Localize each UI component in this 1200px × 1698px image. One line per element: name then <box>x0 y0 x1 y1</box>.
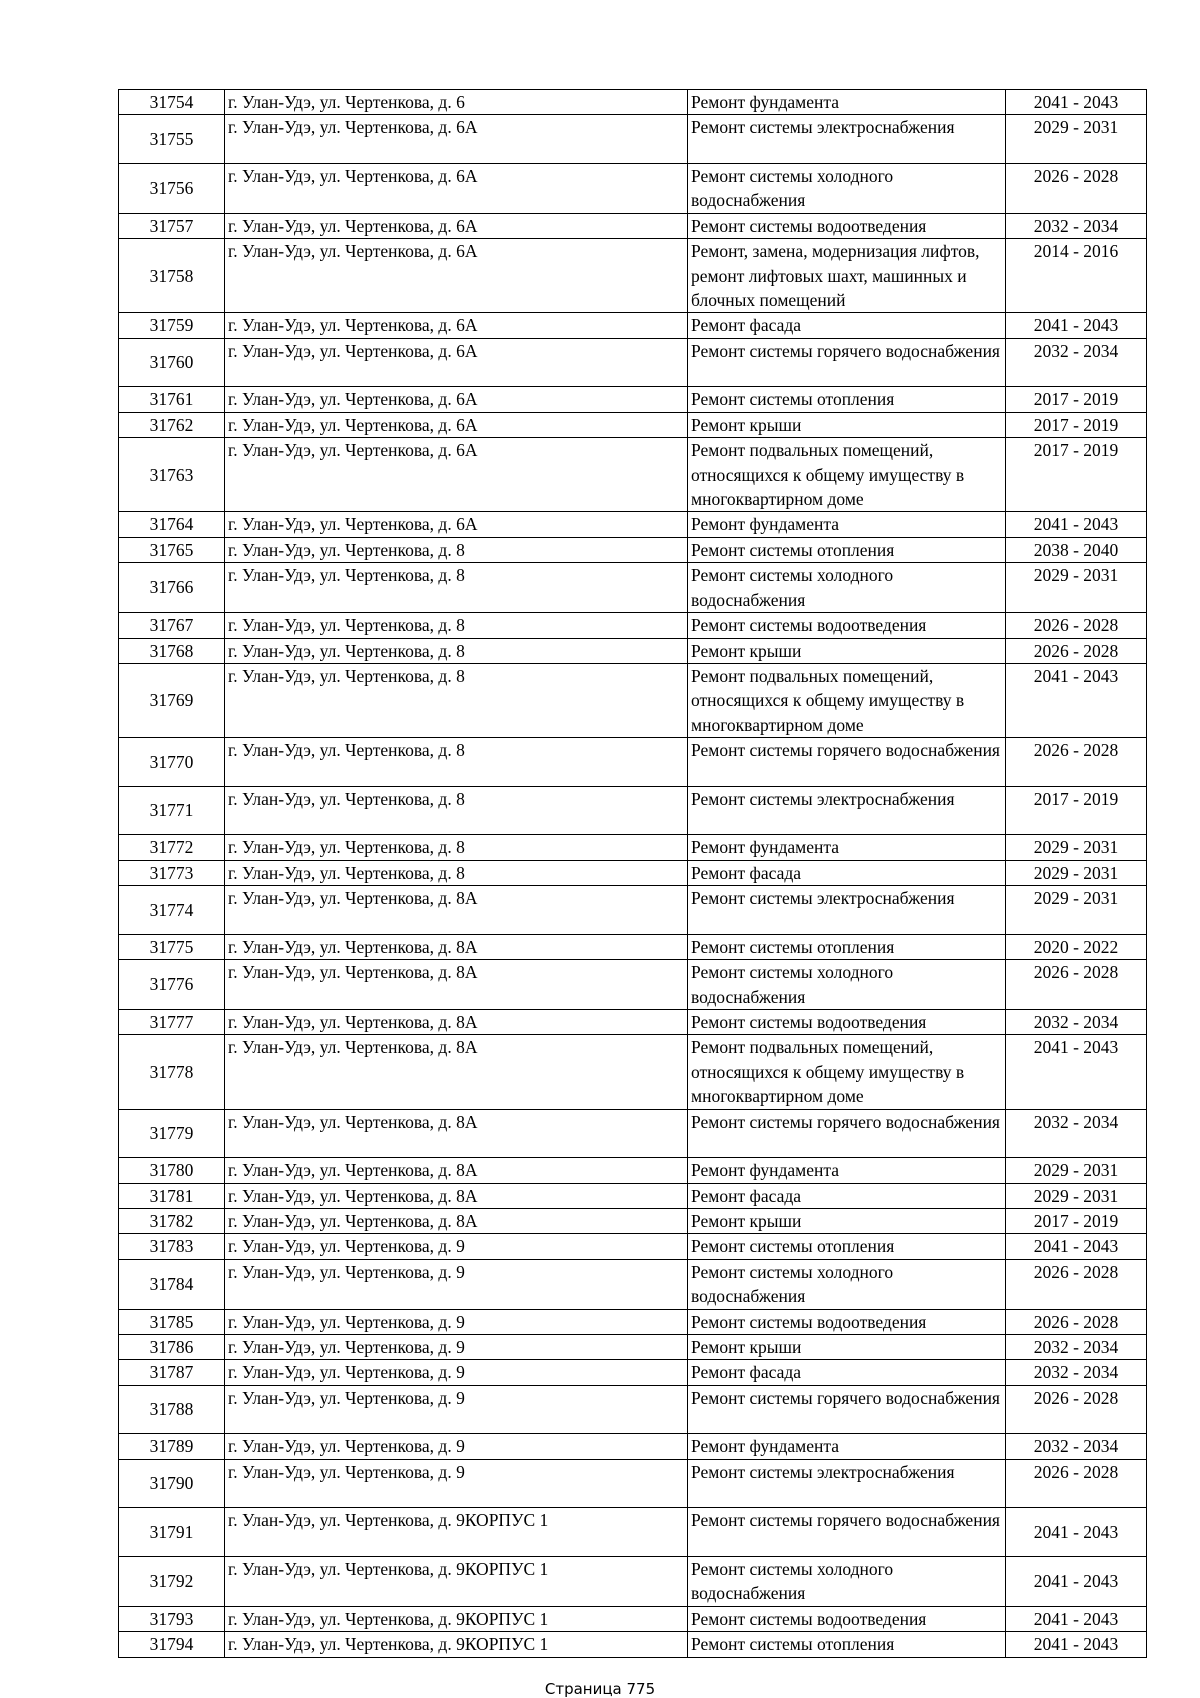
table-row <box>119 1606 1147 1631</box>
row-number-cell: 31793 <box>119 1606 225 1631</box>
work-type-cell: Ремонт системы холодного водоснабжения <box>688 1259 1006 1309</box>
table-row <box>119 387 1147 412</box>
years-cell: 2038 - 2040 <box>1006 537 1147 562</box>
work-type-cell: Ремонт крыши <box>688 1208 1006 1233</box>
work-type-cell: Ремонт системы отопления <box>688 1632 1006 1657</box>
years-cell: 2026 - 2028 <box>1006 638 1147 663</box>
row-number-cell: 31777 <box>119 1009 225 1034</box>
row-number-cell: 31773 <box>119 860 225 885</box>
address-cell: г. Улан-Удэ, ул. Чертенкова, д. 8А <box>225 1158 688 1183</box>
years-cell: 2032 - 2034 <box>1006 1009 1147 1034</box>
row-number-cell: 31776 <box>119 960 225 1010</box>
address-cell: г. Улан-Удэ, ул. Чертенкова, д. 8 <box>225 738 688 787</box>
row-number-cell: 31775 <box>119 934 225 959</box>
table-row <box>119 1035 1147 1109</box>
address-cell: г. Улан-Удэ, ул. Чертенкова, д. 8А <box>225 960 688 1010</box>
years-cell: 2041 - 2043 <box>1006 1234 1147 1259</box>
row-number-cell: 31766 <box>119 563 225 613</box>
row-number-cell: 31789 <box>119 1434 225 1459</box>
work-type-cell: Ремонт системы электроснабжения <box>688 786 1006 835</box>
table-row <box>119 1183 1147 1208</box>
years-cell: 2041 - 2043 <box>1006 512 1147 537</box>
years-cell: 2029 - 2031 <box>1006 860 1147 885</box>
years-cell: 2029 - 2031 <box>1006 835 1147 860</box>
page-footer: Страница 775 <box>544 1680 656 1698</box>
address-cell: г. Улан-Удэ, ул. Чертенкова, д. 6 <box>225 90 688 115</box>
work-type-cell: Ремонт системы отопления <box>688 1234 1006 1259</box>
address-cell: г. Улан-Удэ, ул. Чертенкова, д. 8 <box>225 638 688 663</box>
table-row <box>119 1632 1147 1657</box>
table-row <box>119 860 1147 885</box>
row-number-cell: 31792 <box>119 1557 225 1607</box>
work-type-cell: Ремонт, замена, модернизация лифтов, ремонт лифтовых шахт, машинных и блочных помещений <box>688 239 1006 313</box>
row-number-cell: 31771 <box>119 786 225 835</box>
work-type-cell: Ремонт крыши <box>688 412 1006 437</box>
table-row <box>119 90 1147 115</box>
table-row <box>119 1234 1147 1259</box>
work-type-cell: Ремонт системы холодного водоснабжения <box>688 563 1006 613</box>
work-type-cell: Ремонт системы отопления <box>688 537 1006 562</box>
table-row <box>119 1385 1147 1434</box>
years-cell: 2026 - 2028 <box>1006 960 1147 1010</box>
table-row <box>119 1434 1147 1459</box>
row-number-cell: 31786 <box>119 1335 225 1360</box>
work-type-cell: Ремонт системы водоотведения <box>688 1309 1006 1334</box>
table-row <box>119 1309 1147 1334</box>
row-number-cell: 31759 <box>119 313 225 338</box>
years-cell: 2017 - 2019 <box>1006 1208 1147 1233</box>
work-type-cell: Ремонт фундамента <box>688 90 1006 115</box>
work-type-cell: Ремонт крыши <box>688 1335 1006 1360</box>
address-cell: г. Улан-Удэ, ул. Чертенкова, д. 9КОРПУС 1 <box>225 1632 688 1657</box>
work-type-cell: Ремонт системы отопления <box>688 934 1006 959</box>
address-cell: г. Улан-Удэ, ул. Чертенкова, д. 6А <box>225 313 688 338</box>
repair-schedule-table <box>118 89 1147 1658</box>
row-number-cell: 31783 <box>119 1234 225 1259</box>
row-number-cell: 31788 <box>119 1385 225 1434</box>
years-cell: 2029 - 2031 <box>1006 886 1147 935</box>
row-number-cell: 31778 <box>119 1035 225 1109</box>
years-cell: 2032 - 2034 <box>1006 1434 1147 1459</box>
address-cell: г. Улан-Удэ, ул. Чертенкова, д. 8 <box>225 663 688 737</box>
row-number-cell: 31774 <box>119 886 225 935</box>
row-number-cell: 31787 <box>119 1360 225 1385</box>
years-cell: 2029 - 2031 <box>1006 563 1147 613</box>
address-cell: г. Улан-Удэ, ул. Чертенкова, д. 9КОРПУС 1 <box>225 1606 688 1631</box>
table-row <box>119 960 1147 1010</box>
years-cell: 2032 - 2034 <box>1006 1360 1147 1385</box>
years-cell: 2026 - 2028 <box>1006 1309 1147 1334</box>
work-type-cell: Ремонт системы электроснабжения <box>688 1459 1006 1508</box>
row-number-cell: 31785 <box>119 1309 225 1334</box>
row-number-cell: 31765 <box>119 537 225 562</box>
years-cell: 2041 - 2043 <box>1006 1606 1147 1631</box>
years-cell: 2017 - 2019 <box>1006 438 1147 512</box>
table-row <box>119 338 1147 387</box>
years-cell: 2026 - 2028 <box>1006 738 1147 787</box>
years-cell: 2032 - 2034 <box>1006 1109 1147 1158</box>
table-row <box>119 239 1147 313</box>
work-type-cell: Ремонт системы горячего водоснабжения <box>688 738 1006 787</box>
row-number-cell: 31756 <box>119 164 225 214</box>
address-cell: г. Улан-Удэ, ул. Чертенкова, д. 9 <box>225 1335 688 1360</box>
row-number-cell: 31764 <box>119 512 225 537</box>
table-row <box>119 115 1147 164</box>
row-number-cell: 31784 <box>119 1259 225 1309</box>
address-cell: г. Улан-Удэ, ул. Чертенкова, д. 8А <box>225 886 688 935</box>
work-type-cell: Ремонт системы водоотведения <box>688 1009 1006 1034</box>
address-cell: г. Улан-Удэ, ул. Чертенкова, д. 8А <box>225 1009 688 1034</box>
row-number-cell: 31769 <box>119 663 225 737</box>
work-type-cell: Ремонт системы горячего водоснабжения <box>688 1385 1006 1434</box>
address-cell: г. Улан-Удэ, ул. Чертенкова, д. 8 <box>225 835 688 860</box>
table-body <box>119 90 1147 1658</box>
work-type-cell: Ремонт фундамента <box>688 1158 1006 1183</box>
row-number-cell: 31791 <box>119 1508 225 1557</box>
table-row <box>119 438 1147 512</box>
address-cell: г. Улан-Удэ, ул. Чертенкова, д. 6А <box>225 239 688 313</box>
address-cell: г. Улан-Удэ, ул. Чертенкова, д. 8 <box>225 537 688 562</box>
years-cell: 2032 - 2034 <box>1006 1335 1147 1360</box>
table-row <box>119 663 1147 737</box>
address-cell: г. Улан-Удэ, ул. Чертенкова, д. 8А <box>225 1183 688 1208</box>
table-row <box>119 1208 1147 1233</box>
work-type-cell: Ремонт системы водоотведения <box>688 613 1006 638</box>
work-type-cell: Ремонт подвальных помещений, относящихся к общему имуществу в многоквартирном доме <box>688 1035 1006 1109</box>
work-type-cell: Ремонт системы отопления <box>688 387 1006 412</box>
table-row <box>119 1259 1147 1309</box>
years-cell: 2041 - 2043 <box>1006 313 1147 338</box>
row-number-cell: 31767 <box>119 613 225 638</box>
work-type-cell: Ремонт подвальных помещений, относящихся к общему имуществу в многоквартирном доме <box>688 663 1006 737</box>
address-cell: г. Улан-Удэ, ул. Чертенкова, д. 6А <box>225 387 688 412</box>
work-type-cell: Ремонт фундамента <box>688 835 1006 860</box>
years-cell: 2041 - 2043 <box>1006 663 1147 737</box>
row-number-cell: 31779 <box>119 1109 225 1158</box>
work-type-cell: Ремонт системы электроснабжения <box>688 115 1006 164</box>
table-row <box>119 512 1147 537</box>
row-number-cell: 31768 <box>119 638 225 663</box>
table-row <box>119 786 1147 835</box>
table-row <box>119 1335 1147 1360</box>
table-row <box>119 1508 1147 1557</box>
row-number-cell: 31781 <box>119 1183 225 1208</box>
years-cell: 2026 - 2028 <box>1006 1259 1147 1309</box>
address-cell: г. Улан-Удэ, ул. Чертенкова, д. 6А <box>225 213 688 238</box>
address-cell: г. Улан-Удэ, ул. Чертенкова, д. 9 <box>225 1309 688 1334</box>
table-row <box>119 1109 1147 1158</box>
row-number-cell: 31770 <box>119 738 225 787</box>
address-cell: г. Улан-Удэ, ул. Чертенкова, д. 9КОРПУС 1 <box>225 1508 688 1557</box>
years-cell: 2017 - 2019 <box>1006 412 1147 437</box>
table-row <box>119 613 1147 638</box>
table-row <box>119 563 1147 613</box>
address-cell: г. Улан-Удэ, ул. Чертенкова, д. 6А <box>225 115 688 164</box>
table-row <box>119 934 1147 959</box>
table-row <box>119 1158 1147 1183</box>
row-number-cell: 31762 <box>119 412 225 437</box>
table-row <box>119 1557 1147 1607</box>
work-type-cell: Ремонт системы горячего водоснабжения <box>688 1109 1006 1158</box>
work-type-cell: Ремонт фундамента <box>688 512 1006 537</box>
work-type-cell: Ремонт подвальных помещений, относящихся к общему имуществу в многоквартирном доме <box>688 438 1006 512</box>
row-number-cell: 31758 <box>119 239 225 313</box>
row-number-cell: 31794 <box>119 1632 225 1657</box>
work-type-cell: Ремонт системы холодного водоснабжения <box>688 164 1006 214</box>
row-number-cell: 31790 <box>119 1459 225 1508</box>
address-cell: г. Улан-Удэ, ул. Чертенкова, д. 6А <box>225 438 688 512</box>
work-type-cell: Ремонт фасада <box>688 1360 1006 1385</box>
years-cell: 2041 - 2043 <box>1006 1035 1147 1109</box>
work-type-cell: Ремонт системы холодного водоснабжения <box>688 960 1006 1010</box>
years-cell: 2041 - 2043 <box>1006 1508 1147 1557</box>
work-type-cell: Ремонт системы водоотведения <box>688 1606 1006 1631</box>
years-cell: 2029 - 2031 <box>1006 1158 1147 1183</box>
table-row <box>119 164 1147 214</box>
years-cell: 2029 - 2031 <box>1006 115 1147 164</box>
address-cell: г. Улан-Удэ, ул. Чертенкова, д. 9 <box>225 1434 688 1459</box>
row-number-cell: 31757 <box>119 213 225 238</box>
work-type-cell: Ремонт фасада <box>688 313 1006 338</box>
row-number-cell: 31761 <box>119 387 225 412</box>
row-number-cell: 31763 <box>119 438 225 512</box>
years-cell: 2041 - 2043 <box>1006 90 1147 115</box>
years-cell: 2041 - 2043 <box>1006 1632 1147 1657</box>
years-cell: 2020 - 2022 <box>1006 934 1147 959</box>
address-cell: г. Улан-Удэ, ул. Чертенкова, д. 8А <box>225 1208 688 1233</box>
years-cell: 2026 - 2028 <box>1006 1385 1147 1434</box>
table-row <box>119 313 1147 338</box>
years-cell: 2029 - 2031 <box>1006 1183 1147 1208</box>
address-cell: г. Улан-Удэ, ул. Чертенкова, д. 8А <box>225 934 688 959</box>
row-number-cell: 31772 <box>119 835 225 860</box>
address-cell: г. Улан-Удэ, ул. Чертенкова, д. 8 <box>225 786 688 835</box>
address-cell: г. Улан-Удэ, ул. Чертенкова, д. 8 <box>225 613 688 638</box>
address-cell: г. Улан-Удэ, ул. Чертенкова, д. 9 <box>225 1259 688 1309</box>
table-row <box>119 213 1147 238</box>
address-cell: г. Улан-Удэ, ул. Чертенкова, д. 9 <box>225 1234 688 1259</box>
table-row <box>119 886 1147 935</box>
row-number-cell: 31755 <box>119 115 225 164</box>
table-row <box>119 1009 1147 1034</box>
address-cell: г. Улан-Удэ, ул. Чертенкова, д. 8 <box>225 860 688 885</box>
years-cell: 2014 - 2016 <box>1006 239 1147 313</box>
years-cell: 2017 - 2019 <box>1006 786 1147 835</box>
years-cell: 2032 - 2034 <box>1006 338 1147 387</box>
work-type-cell: Ремонт системы горячего водоснабжения <box>688 1508 1006 1557</box>
address-cell: г. Улан-Удэ, ул. Чертенкова, д. 9КОРПУС 1 <box>225 1557 688 1607</box>
table-row <box>119 835 1147 860</box>
work-type-cell: Ремонт фасада <box>688 1183 1006 1208</box>
table-row <box>119 738 1147 787</box>
address-cell: г. Улан-Удэ, ул. Чертенкова, д. 8 <box>225 563 688 613</box>
address-cell: г. Улан-Удэ, ул. Чертенкова, д. 6А <box>225 338 688 387</box>
work-type-cell: Ремонт фундамента <box>688 1434 1006 1459</box>
address-cell: г. Улан-Удэ, ул. Чертенкова, д. 9 <box>225 1459 688 1508</box>
row-number-cell: 31754 <box>119 90 225 115</box>
address-cell: г. Улан-Удэ, ул. Чертенкова, д. 8А <box>225 1109 688 1158</box>
address-cell: г. Улан-Удэ, ул. Чертенкова, д. 6А <box>225 164 688 214</box>
address-cell: г. Улан-Удэ, ул. Чертенкова, д. 9 <box>225 1385 688 1434</box>
years-cell: 2017 - 2019 <box>1006 387 1147 412</box>
table-row <box>119 1459 1147 1508</box>
row-number-cell: 31782 <box>119 1208 225 1233</box>
years-cell: 2041 - 2043 <box>1006 1557 1147 1607</box>
years-cell: 2026 - 2028 <box>1006 1459 1147 1508</box>
work-type-cell: Ремонт системы электроснабжения <box>688 886 1006 935</box>
work-type-cell: Ремонт системы водоотведения <box>688 213 1006 238</box>
address-cell: г. Улан-Удэ, ул. Чертенкова, д. 6А <box>225 512 688 537</box>
row-number-cell: 31780 <box>119 1158 225 1183</box>
work-type-cell: Ремонт фасада <box>688 860 1006 885</box>
work-type-cell: Ремонт системы холодного водоснабжения <box>688 1557 1006 1607</box>
table-row <box>119 537 1147 562</box>
address-cell: г. Улан-Удэ, ул. Чертенкова, д. 8А <box>225 1035 688 1109</box>
table-row <box>119 638 1147 663</box>
years-cell: 2026 - 2028 <box>1006 613 1147 638</box>
address-cell: г. Улан-Удэ, ул. Чертенкова, д. 6А <box>225 412 688 437</box>
years-cell: 2026 - 2028 <box>1006 164 1147 214</box>
work-type-cell: Ремонт системы горячего водоснабжения <box>688 338 1006 387</box>
years-cell: 2032 - 2034 <box>1006 213 1147 238</box>
address-cell: г. Улан-Удэ, ул. Чертенкова, д. 9 <box>225 1360 688 1385</box>
table-row <box>119 412 1147 437</box>
table-row <box>119 1360 1147 1385</box>
work-type-cell: Ремонт крыши <box>688 638 1006 663</box>
row-number-cell: 31760 <box>119 338 225 387</box>
